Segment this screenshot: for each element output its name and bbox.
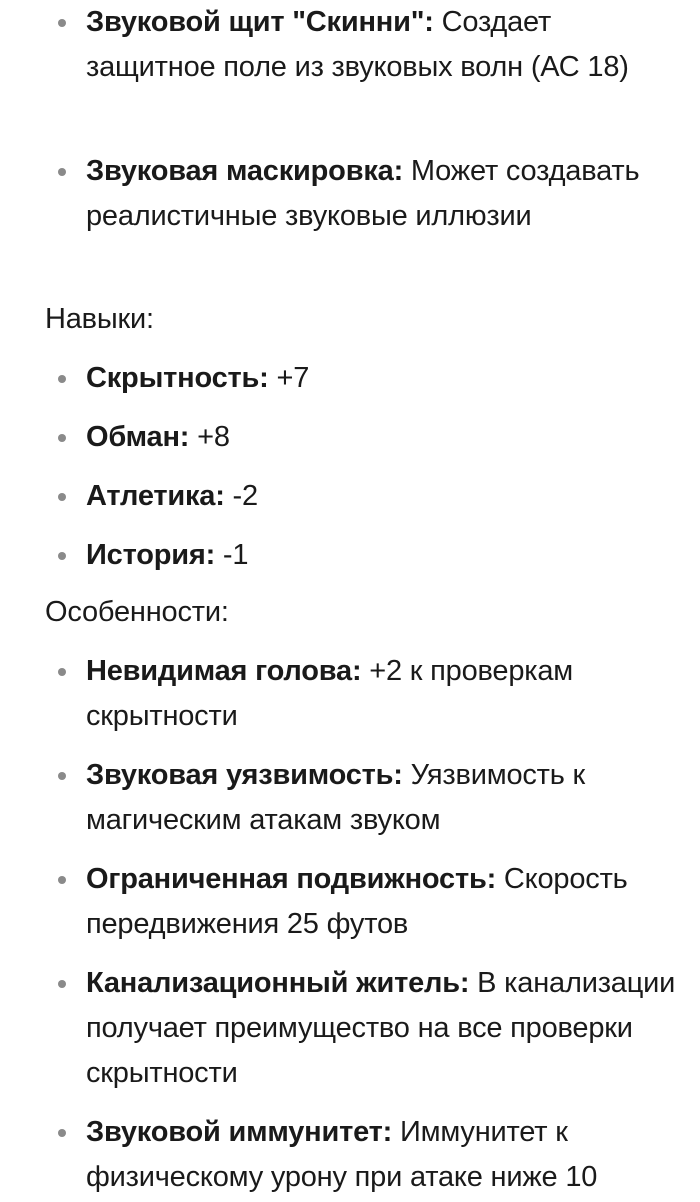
item-text: Иммунитет к физическому урону при атаке ниже 10 [86,1116,598,1193]
list-item-sonic-shield [86,0,676,90]
item-text: -1 [215,539,249,571]
list-item-stealth [86,356,676,401]
item-term: История: [86,539,216,571]
item-text: В канализации получает преимущество на все проверки скрытности [86,967,676,1089]
bullet-dot [58,168,66,176]
item-text: +7 [268,362,310,394]
bullet-dot [58,375,66,383]
item-term: Канализационный житель: [86,967,470,999]
item-term: Звуковая маскировка: [86,155,404,187]
item-term: Скрытность: [86,362,269,394]
item-term: Звуковая уязвимость: [86,759,403,791]
list-item-sonic-camouflage [86,149,676,239]
bullet-dot [58,493,66,501]
bullet-dot [58,434,66,442]
list-item-deception [86,415,676,460]
bullet-dot [58,772,66,780]
bullet-dot [58,876,66,884]
item-text: Создает защитное поле из звуковых волн (АС 18) [86,6,629,83]
bullet-dot [58,1129,66,1137]
bullet-dot [58,552,66,560]
item-term: Звуковой щит "Скинни": [86,6,434,38]
bullet-dot [58,19,66,27]
bullet-dot [58,668,66,676]
item-text: Уязвимость к магическим атакам звуком [86,759,586,836]
list-item-limited-mobility [86,857,676,947]
bullet-dot [58,980,66,988]
item-text: -2 [224,480,258,512]
item-term: Обман: [86,421,190,453]
item-term: Невидимая голова: [86,655,362,687]
list-item-sonic-immunity [86,1110,676,1200]
item-text: +2 к проверкам скрытности [86,655,574,732]
section-heading-features: Особенности: [45,596,229,628]
item-term: Звуковой иммунитет: [86,1116,393,1148]
item-text: +8 [189,421,230,453]
item-text: Может создавать реалистичные звуковые иллюзии [86,155,640,232]
item-text: Скорость передвижения 25 футов [86,863,628,940]
list-item-sewer-dweller [86,961,676,1096]
item-term: Ограниченная подвижность: [86,863,497,895]
list-item-invisible-head [86,649,676,739]
section-heading-skills: Навыки: [45,303,154,335]
list-item-history [86,533,676,578]
list-item-athletics [86,474,676,519]
item-term: Атлетика: [86,480,225,512]
list-item-sonic-vulnerability [86,753,676,843]
